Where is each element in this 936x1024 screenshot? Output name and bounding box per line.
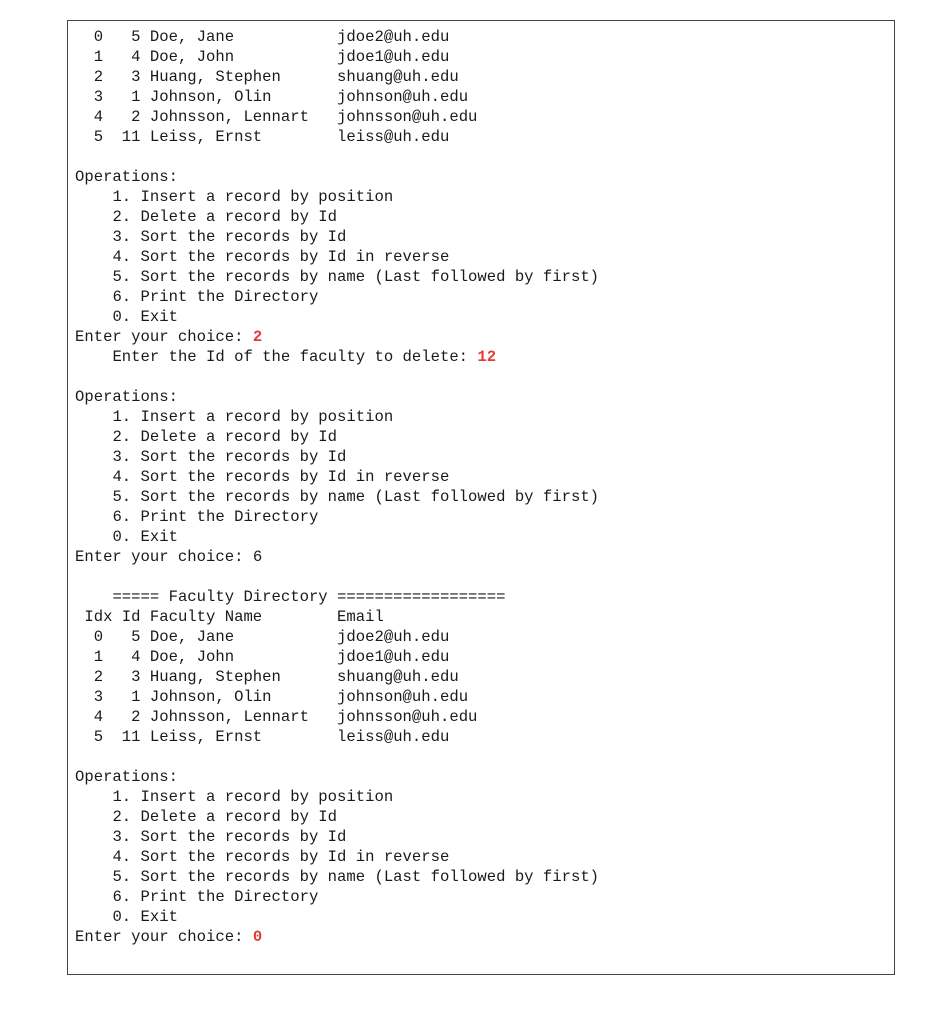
- delete-prompt-label: Enter the Id of the faculty to delete:: [112, 348, 478, 366]
- menu-item-label: 6. Print the Directory: [112, 288, 319, 306]
- row-id: 5: [131, 28, 141, 46]
- menu-item-label: 1. Insert a record by position: [112, 188, 394, 206]
- row-name: Doe, Jane: [149, 628, 235, 646]
- operations-label: Operations:: [75, 768, 178, 786]
- directory-title: ===== Faculty Directory ==================: [112, 588, 506, 606]
- row-name: Doe, John: [149, 48, 235, 66]
- menu-item-label: 5. Sort the records by name (Last followed by first): [112, 488, 600, 506]
- menu-item-label: 0. Exit: [112, 528, 178, 546]
- operations-heading: [75, 767, 599, 787]
- row-name: Leiss, Ernst: [149, 128, 263, 146]
- choice-prompt: [75, 327, 599, 347]
- row-name: Johnson, Olin: [149, 688, 272, 706]
- menu-item-label: 2. Delete a record by Id: [112, 808, 338, 826]
- row-email: leiss@uh.edu: [337, 128, 450, 146]
- row-email: johnsson@uh.edu: [337, 108, 478, 126]
- row-id: 1: [131, 88, 141, 106]
- table-row: [75, 627, 599, 647]
- table-row: [75, 647, 599, 667]
- table-row: [75, 687, 599, 707]
- header-name: Faculty Name: [149, 608, 263, 626]
- menu-item-label: 3. Sort the records by Id: [112, 448, 347, 466]
- row-email: jdoe1@uh.edu: [337, 648, 450, 666]
- table-row: [75, 667, 599, 687]
- menu-item-label: 0. Exit: [112, 908, 178, 926]
- row-id: 2: [131, 708, 141, 726]
- menu-item: [75, 407, 599, 427]
- choice-input: 2: [252, 328, 263, 346]
- menu-item: [75, 467, 599, 487]
- table-row: [75, 707, 599, 727]
- menu-item-label: 2. Delete a record by Id: [112, 208, 338, 226]
- row-idx: 4: [93, 708, 104, 726]
- header-email: Email: [337, 608, 384, 626]
- operations-label: Operations:: [75, 388, 178, 406]
- delete-prompt-line: [75, 347, 599, 367]
- menu-item: [75, 427, 599, 447]
- row-id: 11: [121, 728, 141, 746]
- header-idx: Idx: [84, 608, 113, 626]
- menu-item-label: 1. Insert a record by position: [112, 408, 394, 426]
- delete-id-input: 12: [477, 348, 497, 366]
- menu-item: [75, 867, 599, 887]
- row-id: 4: [131, 648, 141, 666]
- operations-heading: [75, 167, 599, 187]
- prompt-label: Enter your choice:: [75, 928, 253, 946]
- row-idx: 1: [93, 48, 104, 66]
- prompt-label: Enter your choice:: [75, 548, 253, 566]
- row-name: Johnsson, Lennart: [149, 108, 309, 126]
- row-name: Doe, Jane: [149, 28, 235, 46]
- directory-header: [75, 607, 599, 627]
- table-row: [75, 107, 599, 127]
- menu-item: [75, 827, 599, 847]
- row-email: johnson@uh.edu: [337, 88, 469, 106]
- menu-item-label: 6. Print the Directory: [112, 508, 319, 526]
- table-row: [75, 47, 599, 67]
- row-id: 5: [131, 628, 141, 646]
- row-idx: 3: [93, 688, 104, 706]
- menu-item-label: 4. Sort the records by Id in reverse: [112, 248, 450, 266]
- blank-line: [75, 567, 599, 587]
- row-email: jdoe2@uh.edu: [337, 628, 450, 646]
- menu-item: [75, 447, 599, 467]
- menu-item-label: 6. Print the Directory: [112, 888, 319, 906]
- choice-prompt: [75, 927, 599, 947]
- row-email: shuang@uh.edu: [337, 68, 459, 86]
- row-email: shuang@uh.edu: [337, 668, 459, 686]
- row-id: 2: [131, 108, 141, 126]
- table-row: [75, 727, 599, 747]
- table-row: [75, 127, 599, 147]
- row-name: Leiss, Ernst: [149, 728, 263, 746]
- table-row: [75, 27, 599, 47]
- header-id: Id: [121, 608, 141, 626]
- row-id: 1: [131, 688, 141, 706]
- menu-item: [75, 227, 599, 247]
- row-idx: 4: [93, 108, 104, 126]
- prompt-label: Enter your choice:: [75, 328, 253, 346]
- directory-banner: [75, 587, 599, 607]
- menu-item: [75, 307, 599, 327]
- row-name: Johnson, Olin: [149, 88, 272, 106]
- menu-item-label: 1. Insert a record by position: [112, 788, 394, 806]
- row-id: 3: [131, 68, 141, 86]
- row-idx: 0: [93, 28, 104, 46]
- row-id: 11: [121, 128, 141, 146]
- menu-item: [75, 187, 599, 207]
- row-idx: 2: [93, 68, 104, 86]
- blank-line: [75, 747, 599, 767]
- menu-item: [75, 267, 599, 287]
- row-idx: 1: [93, 648, 104, 666]
- row-idx: 5: [93, 128, 104, 146]
- operations-label: Operations:: [75, 168, 178, 186]
- row-idx: 0: [93, 628, 104, 646]
- menu-item-label: 5. Sort the records by name (Last followed by first): [112, 868, 600, 886]
- row-email: jdoe1@uh.edu: [337, 48, 450, 66]
- menu-item: [75, 787, 599, 807]
- row-name: Huang, Stephen: [149, 68, 281, 86]
- row-idx: 2: [93, 668, 104, 686]
- menu-item: [75, 527, 599, 547]
- table-row: [75, 87, 599, 107]
- menu-item-label: 5. Sort the records by name (Last followed by first): [112, 268, 600, 286]
- row-idx: 5: [93, 728, 104, 746]
- menu-item-label: 3. Sort the records by Id: [112, 228, 347, 246]
- row-email: jdoe2@uh.edu: [337, 28, 450, 46]
- menu-item: [75, 847, 599, 867]
- menu-item: [75, 907, 599, 927]
- choice-prompt: [75, 547, 599, 567]
- row-id: 4: [131, 48, 141, 66]
- row-idx: 3: [93, 88, 104, 106]
- console-output: [75, 27, 599, 947]
- blank-line: [75, 367, 599, 387]
- menu-item: [75, 247, 599, 267]
- menu-item-label: 2. Delete a record by Id: [112, 428, 338, 446]
- menu-item: [75, 887, 599, 907]
- blank-line: [75, 147, 599, 167]
- row-name: Huang, Stephen: [149, 668, 281, 686]
- row-name: Johnsson, Lennart: [149, 708, 309, 726]
- row-name: Doe, John: [149, 648, 235, 666]
- menu-item: [75, 807, 599, 827]
- menu-item: [75, 207, 599, 227]
- choice-input: 6: [252, 548, 263, 566]
- menu-item-label: 4. Sort the records by Id in reverse: [112, 848, 450, 866]
- row-id: 3: [131, 668, 141, 686]
- menu-item-label: 0. Exit: [112, 308, 178, 326]
- menu-item-label: 3. Sort the records by Id: [112, 828, 347, 846]
- choice-input: 0: [252, 928, 263, 946]
- menu-item: [75, 507, 599, 527]
- table-row: [75, 67, 599, 87]
- menu-item-label: 4. Sort the records by Id in reverse: [112, 468, 450, 486]
- row-email: johnson@uh.edu: [337, 688, 469, 706]
- row-email: leiss@uh.edu: [337, 728, 450, 746]
- operations-heading: [75, 387, 599, 407]
- menu-item: [75, 287, 599, 307]
- menu-item: [75, 487, 599, 507]
- row-email: johnsson@uh.edu: [337, 708, 478, 726]
